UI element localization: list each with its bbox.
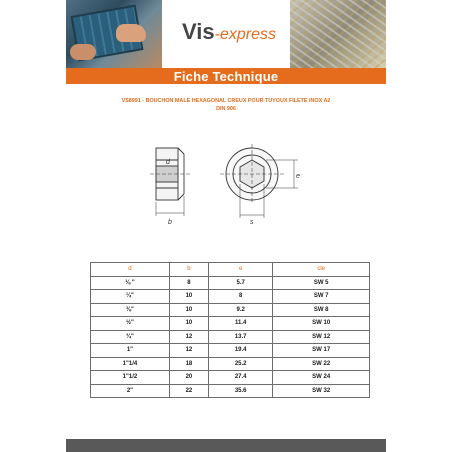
cell-b: 18 [169,357,208,371]
cell-d: ⅛ " [91,276,170,290]
page-title: Fiche Technique [173,69,279,84]
hand-shape [70,44,96,60]
technical-drawing [146,140,346,230]
cell-d: ¾" [91,330,170,344]
cell-d: 1"1/4 [91,357,170,371]
cell-cle: SW 5 [273,276,370,290]
column-header-d: d [91,263,170,277]
cell-cle: SW 32 [273,384,370,398]
cell-b: 10 [169,303,208,317]
column-header-e: e [208,263,272,277]
table-row [91,371,370,385]
cell-b: 10 [169,317,208,331]
product-title [66,97,386,113]
cell-e: 35.6 [208,384,272,398]
header-banner [66,0,386,68]
title-bar [66,68,386,84]
column-header-cle: cle [273,263,370,277]
table-row [91,344,370,358]
technical-sheet [66,0,386,452]
brand-logo [182,20,276,47]
workshop-photo [66,0,162,68]
cell-d: ¼" [91,290,170,304]
screws-photo [290,0,386,68]
column-header-b: b [169,263,208,277]
side-view [150,148,190,216]
table-row [91,290,370,304]
product-standard: DIN 906 [216,106,236,112]
table-row [91,303,370,317]
cell-cle: SW 8 [273,303,370,317]
cell-d: 2" [91,384,170,398]
table-row [91,276,370,290]
cell-cle: SW 10 [273,317,370,331]
cell-b: 10 [169,290,208,304]
cell-e: 25.2 [208,357,272,371]
dimension-label-b: b [168,219,172,226]
hand-shape [116,24,146,42]
dimensions-table [90,262,370,398]
cell-b: 12 [169,344,208,358]
cell-b: 12 [169,330,208,344]
table-row [91,384,370,398]
product-reference: VS8991 - BOUCHON MALE HEXAGONAL CREUX POUR TUYOUX FILETE INOX A2 [121,98,331,104]
brand-name: Vis [182,19,215,44]
cell-b: 22 [169,384,208,398]
cell-b: 8 [169,276,208,290]
cell-cle: SW 22 [273,357,370,371]
cell-cle: SW 17 [273,344,370,358]
dimension-label-s: s [250,219,254,226]
footer-bar [66,439,386,452]
cell-e: 11.4 [208,317,272,331]
table-row [91,330,370,344]
cell-d: ⅜" [91,303,170,317]
cell-d: 1" [91,344,170,358]
table-row [91,357,370,371]
cell-d: 1"1/2 [91,371,170,385]
dimension-label-d: d [166,159,170,166]
cell-e: 9.2 [208,303,272,317]
cell-e: 8 [208,290,272,304]
drawing-svg [146,140,346,230]
dimension-label-e: e [296,173,300,180]
cell-cle: SW 7 [273,290,370,304]
cell-e: 27.4 [208,371,272,385]
cell-cle: SW 24 [273,371,370,385]
cell-e: 19.4 [208,344,272,358]
cell-d: ½" [91,317,170,331]
table-header-row [91,263,370,277]
front-view [220,144,298,218]
cell-e: 13.7 [208,330,272,344]
brand-suffix: -express [214,26,276,43]
logo-area [162,0,290,68]
table-row [91,317,370,331]
cell-b: 20 [169,371,208,385]
cell-cle: SW 12 [273,330,370,344]
cell-e: 5.7 [208,276,272,290]
